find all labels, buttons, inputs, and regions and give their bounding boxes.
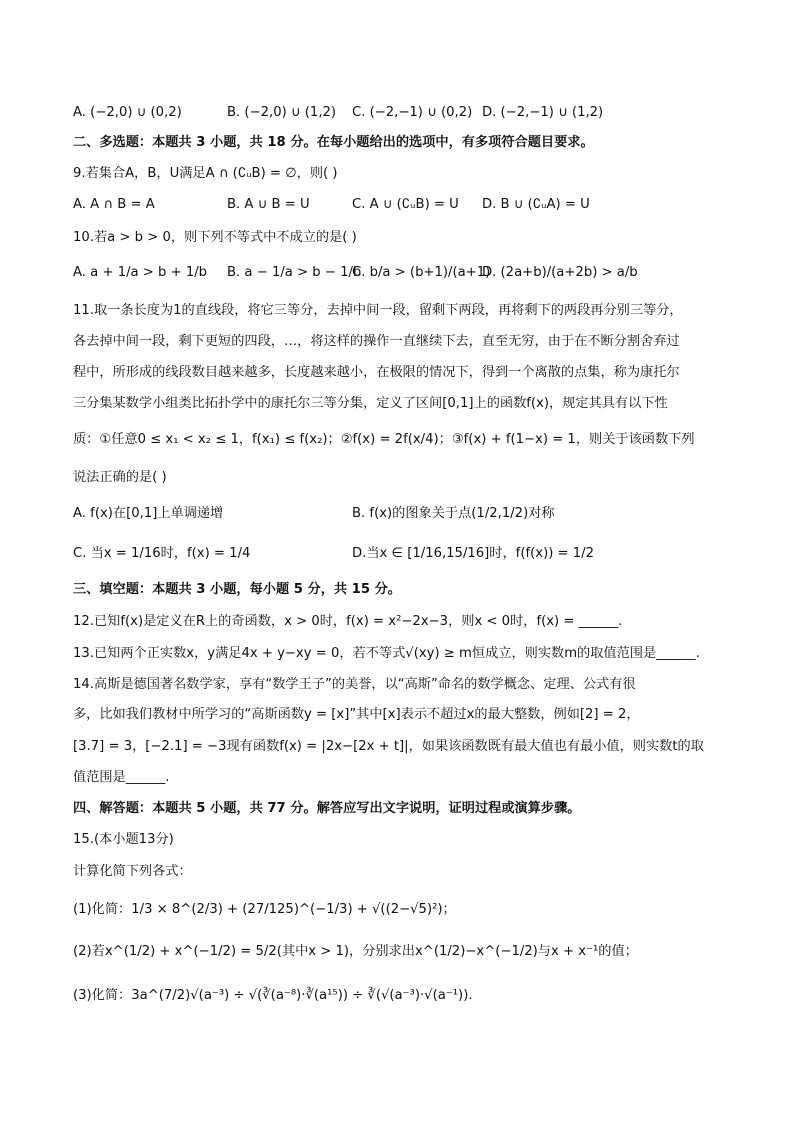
q15-part-2: (2)若x^(1/2) + x^(−1/2) = 5/2(其中x > 1)，分别求出x^(1/2)−x^(−1/2)与x + x⁻¹的值；: [73, 944, 638, 959]
q8-option-a: A. (−2,0) ∪ (0,2): [73, 105, 182, 120]
q14-line-3: [3.7] = 3，[−2.1] = −3现有函数f(x) = |2x−[2x + t]|，如果该函数既有最大值也有最小值，则实数t的取: [73, 739, 704, 754]
q12-stem: 12.已知f(x)是定义在R上的奇函数，x > 0时，f(x) = x²−2x−3，则x < 0时，f(x) = ______.: [73, 614, 623, 629]
q8-option-d: D. (−2,−1) ∪ (1,2): [482, 105, 604, 120]
q14-line-1: 14.高斯是德国著名数学家，享有“数学王子”的美誉，以“高斯”命名的数学概念、定理、公式有很: [73, 677, 636, 692]
q14-line-4: 值范围是______.: [73, 770, 170, 785]
q10-option-c: C. b/a > (b+1)/(a+1): [352, 265, 491, 280]
q11-line-3: 程中，所形成的线段数目越来越多，长度越来越小，在极限的情况下，得到一个离散的点集，称为康托尔: [73, 365, 680, 380]
q11-option-d: D.当x ∈ [1/16,15/16]时，f(f(x)) = 1/2: [352, 546, 595, 561]
q15-part-3: (3)化简：3a^(7/2)√(a⁻³) ÷ √(∛(a⁻⁸)·∛(a¹⁵)) ÷ ∛(√(a⁻³)·√(a⁻¹)).: [73, 988, 473, 1003]
q11-line-6: 说法正确的是( ): [73, 470, 167, 485]
q10-option-d: D. (2a+b)/(a+2b) > a/b: [482, 265, 638, 280]
q11-line-5: 质：①任意0 ≤ x₁ < x₂ ≤ 1，f(x₁) ≤ f(x₂)；②f(x) = 2f(x/4)；③f(x) + f(1−x) = 1，则关于该函数下列: [73, 432, 695, 447]
section-4-heading: 四、解答题：本题共 5 小题，共 77 分。解答应写出文字说明，证明过程或演算步骤。: [73, 801, 581, 816]
q9-option-a: A. A ∩ B = A: [73, 197, 155, 212]
q8-option-c: C. (−2,−1) ∪ (0,2): [352, 105, 473, 120]
q15-intro: 计算化简下列各式：: [73, 864, 192, 879]
section-3-heading: 三、填空题：本题共 3 小题，每小题 5 分，共 15 分。: [73, 582, 401, 597]
q10-option-a: A. a + 1/a > b + 1/b: [73, 265, 208, 280]
q10-option-b: B. a − 1/a > b − 1/b: [227, 265, 362, 280]
q13-stem: 13.已知两个正实数x，y满足4x + y−xy = 0，若不等式√(xy) ≥ m恒成立，则实数m的取值范围是______.: [73, 646, 700, 661]
q11-option-c: C. 当x = 1/16时，f(x) = 1/4: [73, 546, 251, 561]
q11-option-b: B. f(x)的图象关于点(1/2,1/2)对称: [352, 506, 555, 521]
q15-part-1: (1)化简：1/3 × 8^(2/3) + (27/125)^(−1/3) + √((2−√5)²)；: [73, 902, 456, 917]
q9-option-b: B. A ∪ B = U: [227, 197, 310, 212]
q9-option-d: D. B ∪ (∁ᵤA) = U: [482, 197, 590, 212]
q11-line-2: 各去掉中间一段，剩下更短的四段，…，将这样的操作一直继续下去，直至无穷，由于在不断分割舍弃过: [73, 334, 680, 349]
q9-stem: 9.若集合A，B，U满足A ∩ (∁ᵤB) = ∅，则( ): [73, 166, 338, 181]
q15-header: 15.(本小题13分): [73, 832, 174, 847]
q11-option-a: A. f(x)在[0,1]上单调递增: [73, 506, 224, 521]
q14-line-2: 多，比如我们教材中所学习的“高斯函数y = [x]”其中[x]表示不超过x的最大整数，例如[2] = 2，: [73, 707, 640, 722]
section-2-heading: 二、多选题：本题共 3 小题，共 18 分。在每小题给出的选项中，有多项符合题目要求。: [73, 135, 594, 150]
q8-option-b: B. (−2,0) ∪ (1,2): [227, 105, 337, 120]
q9-option-c: C. A ∪ (∁ᵤB) = U: [352, 197, 459, 212]
q11-line-4: 三分集某数学小组类比拓扑学中的康托尔三等分集，定义了区间[0,1]上的函数f(x)，规定其具有以下性: [73, 396, 668, 411]
q11-line-1: 11.取一条长度为1的直线段，将它三等分，去掉中间一段，留剩下两段，再将剩下的两段再分别三等分，: [73, 303, 683, 318]
q10-stem: 10.若a > b > 0，则下列不等式中不成立的是( ): [73, 230, 357, 245]
